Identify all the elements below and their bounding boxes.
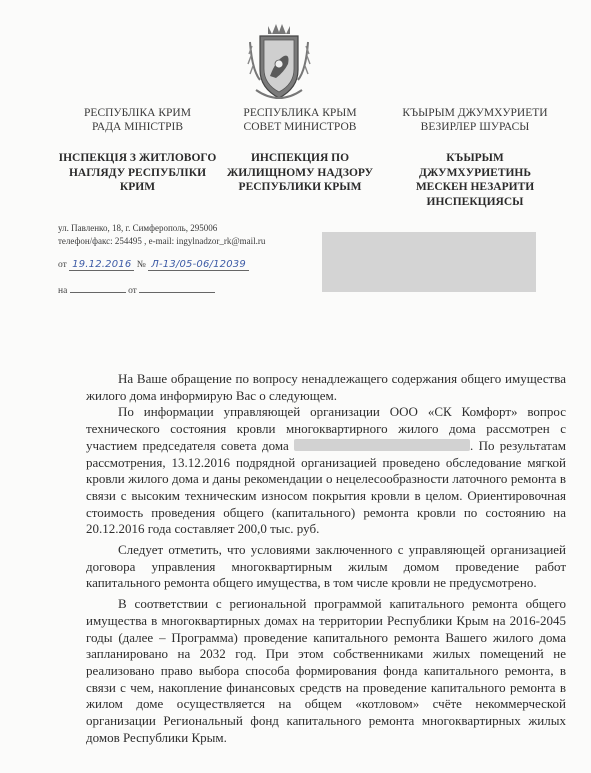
incoming-date-blank — [139, 283, 215, 293]
outgoing-number: Л-13/05-06/12039 — [148, 259, 249, 271]
incoming-registration: на от — [58, 283, 215, 296]
country-name: КЪЫРЫМ ДЖУМХУРИЕТИ — [402, 107, 548, 119]
inspection-name: КЪЫРЫМ ДЖУМХУРИЕТИНЬ МЕСКЕН НЕЗАРИТИ ИНСПЕКЦИЯСЫ — [415, 152, 535, 208]
redacted-recipient — [322, 232, 536, 292]
inspection-name: ІНСПЕКЦІЯ З ЖИТЛОВОГО НАГЛЯДУ РЕСПУБЛІКИ КРИМ — [58, 152, 217, 193]
letter-body — [86, 371, 566, 746]
paragraph-4: В соответствии с региональной программой капитального ремонта общего имущества в многоквартирных домах на территории Республики Крым на 2016-2045 годы (далее – Программа) проведение капитального ремонта Вашего жилого дома запланировано на 2032 год. При этом собственниками жилых помещений не реализовано право выбора способа формирования фонда капитального ремонта, в связи с чем, накопление финансовых средств на проведение капитального ремонта в жилом доме осуществляется на общем «котловом» счёте некоммерческой организации Региональный фонд капитального ремонта многоквартирных жилых домов Республики Крым. — [86, 596, 566, 745]
paragraph-1: На Ваше обращение по вопросу ненадлежащего содержания общего имущества жилого дома информирую Вас о следующем. — [86, 371, 567, 403]
council-name: ВЕЗИРЛЕР ШУРАСЫ — [420, 121, 530, 133]
country-name: РЕСПУБЛІКА КРИМ — [84, 107, 191, 119]
inspection-name: ИНСПЕКЦИЯ ПО ЖИЛИЩНОМУ НАДЗОРУ РЕСПУБЛИКИ КРЫМ — [226, 152, 374, 193]
header-column-crimean-tatar — [385, 106, 565, 209]
header-column-ukrainian — [50, 106, 225, 195]
header-column-russian — [220, 106, 380, 195]
contact-line: телефон/факс: 254495 , e-mail: ingylnadzor_rk@mail.ru — [58, 236, 266, 246]
address-line: ул. Павленко, 18, г. Симферополь, 295006 — [58, 223, 218, 233]
incoming-number-blank — [70, 283, 126, 293]
coat-of-arms-emblem — [246, 20, 312, 102]
paragraph-2: По информации управляющей организации ООО «СК Комфорт» вопрос технического состояния кровли многоквартирного жилого дома рассмотрен с участием председателя совета дома . По результатам рассмотрения, 13.12.2016 подрядной организацией проведено обследование мягкой кровли жилого дома и даны рекомендации о нецелесообразности латочного ремонта в связи с высоким техническим износом покрытия кровли в целом. Ориентировочная стоимость проведения общего (капитального) ремонта кровли по состоянию на 20.12.2016 года составляет 200,0 тыс. руб. — [86, 404, 567, 537]
council-name: СОВЕТ МИНИСТРОВ — [243, 121, 357, 133]
paragraph-3: Следует отметить, что условиями заключенного с управляющей организацией договора управления многоквартирным жилым домом проведение работ капитального ремонта общего имущества, в том числе кровли не предусмотрено. — [86, 542, 567, 591]
council-name: РАДА МІНІСТРІВ — [91, 121, 184, 133]
sender-address — [58, 222, 265, 248]
country-name: РЕСПУБЛИКА КРЫМ — [243, 107, 357, 119]
outgoing-date: 19.12.2016 — [69, 259, 134, 271]
outgoing-registration: от 19.12.2016 № Л-13/05-06/12039 — [58, 259, 249, 270]
redacted-name — [294, 439, 470, 451]
